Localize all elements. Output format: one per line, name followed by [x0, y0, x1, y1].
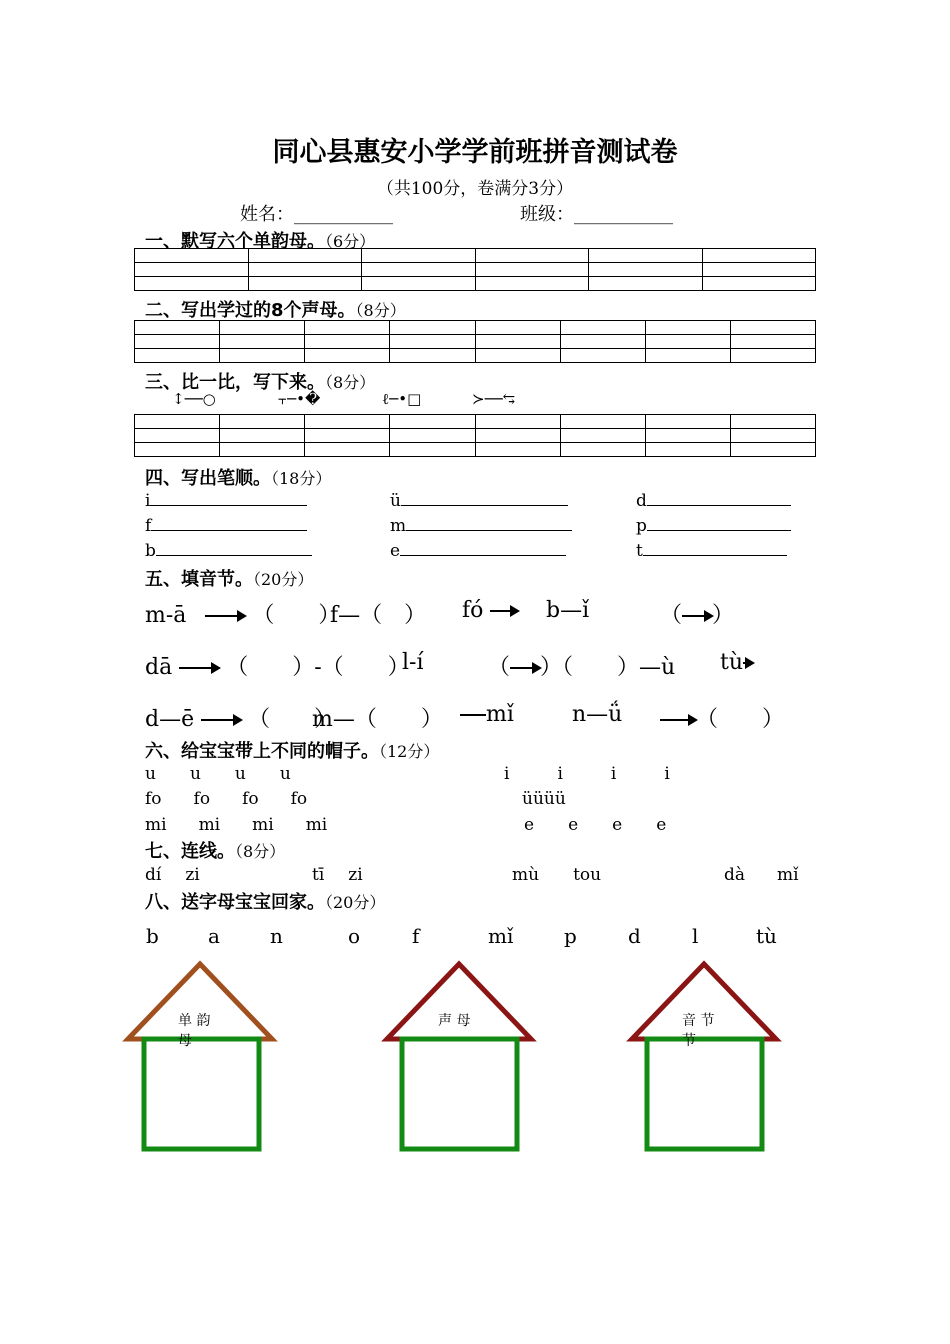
hat-item[interactable]: u: [234, 764, 246, 784]
syllable-text: m-ā: [145, 603, 187, 628]
answer-blank[interactable]: （: [488, 655, 511, 680]
fill-item: n—ǘ: [572, 702, 623, 727]
arrow-icon: [490, 610, 518, 612]
arrow-icon: [205, 615, 245, 617]
fill-item[interactable]: [660, 598, 734, 629]
letter-d[interactable]: d: [628, 924, 641, 948]
letter-mi[interactable]: mǐ: [488, 924, 514, 948]
compare-writing-grid[interactable]: [134, 414, 816, 457]
answer-blank[interactable]: （ ）: [696, 707, 785, 732]
stroke-letter: p: [636, 516, 647, 536]
line-icon: [460, 714, 486, 716]
link-syllable: mù: [512, 865, 540, 885]
stroke-blank[interactable]: [400, 540, 566, 556]
class-field: [520, 200, 673, 226]
section-4-title: [145, 464, 331, 490]
house-syllables[interactable]: [632, 964, 776, 1149]
link-syllable: dí: [145, 865, 162, 885]
fill-row-2: [145, 650, 410, 681]
stroke-item[interactable]: [390, 490, 568, 511]
fill-item: l-í: [402, 650, 424, 675]
section-3-heading: 三、比一比，写下来。: [145, 372, 325, 393]
class-label: 班级：: [520, 204, 574, 225]
letter-l[interactable]: l: [692, 924, 699, 948]
hat-item[interactable]: i: [664, 764, 670, 784]
stroke-letter: b: [145, 541, 156, 561]
answer-blank[interactable]: （: [660, 603, 683, 628]
section-5-heading: 五、填音节。: [145, 569, 253, 590]
answer-blank[interactable]: ）（ ）—ù: [540, 655, 676, 680]
link-word[interactable]: [145, 865, 200, 885]
stroke-item[interactable]: [390, 540, 566, 561]
stroke-letter: ü: [390, 491, 401, 511]
section-7-points: （8分）: [235, 842, 286, 861]
answer-blank[interactable]: （ ）: [248, 707, 337, 732]
hat-row-e: [524, 815, 666, 835]
fill-row-3: [145, 702, 336, 733]
stroke-item[interactable]: [636, 515, 791, 536]
stroke-blank[interactable]: [647, 515, 791, 531]
house-body[interactable]: [647, 1039, 762, 1149]
hat-item[interactable]: e: [568, 815, 579, 835]
section-2-points: （8分）: [355, 301, 406, 320]
hat-item[interactable]: fo: [193, 789, 211, 809]
link-syllable: zi: [348, 865, 363, 885]
hat-row-uuu[interactable]: üüüü: [522, 789, 566, 809]
house-consonants[interactable]: [387, 964, 531, 1149]
letter-a[interactable]: a: [208, 924, 220, 948]
house-vowels[interactable]: [128, 964, 272, 1149]
house-label-syllables: 音 节 节: [682, 1013, 715, 1049]
stroke-item[interactable]: [145, 515, 307, 536]
link-syllable: tī: [312, 865, 325, 885]
hat-item[interactable]: e: [524, 815, 535, 835]
hat-item[interactable]: mi: [252, 815, 274, 835]
section-5-points: （20分）: [253, 570, 314, 589]
hat-item[interactable]: fo: [242, 789, 259, 809]
compare-symbol: ↕──○: [172, 390, 216, 408]
section-8-title: [145, 888, 385, 914]
letter-o[interactable]: o: [348, 924, 361, 948]
section-6-title: [145, 737, 439, 763]
fill-item[interactable]: [488, 650, 675, 681]
fill-item[interactable]: m—（ ）: [312, 707, 443, 732]
houses-drawing: [0, 950, 950, 1160]
class-blank[interactable]: ___________: [574, 204, 673, 225]
section-8-heading: 八、送字母宝宝回家。: [145, 892, 325, 913]
hat-item[interactable]: mi: [305, 815, 328, 835]
link-word[interactable]: [724, 865, 799, 885]
fill-item: [460, 702, 514, 727]
fill-row-1: [145, 598, 340, 629]
hat-item[interactable]: fo: [290, 789, 308, 809]
compare-symbol: ℓ─•□: [382, 390, 422, 408]
stroke-blank[interactable]: [406, 515, 572, 531]
hat-item[interactable]: e: [656, 815, 667, 835]
arrow-icon: [682, 615, 712, 617]
section-4-heading: 四、写出笔顺。: [145, 468, 271, 489]
hat-item[interactable]: e: [612, 815, 623, 835]
consonant-writing-grid[interactable]: [134, 320, 816, 363]
hat-item[interactable]: i: [504, 764, 510, 784]
hat-row-fo: [145, 789, 307, 809]
syllable-text: dā: [145, 655, 173, 680]
syllable-text: fó: [462, 598, 484, 623]
compare-symbol: ≻──⥃: [472, 390, 516, 408]
letter-f[interactable]: f: [412, 924, 420, 948]
hat-item[interactable]: u: [189, 764, 201, 784]
house-body[interactable]: [402, 1039, 517, 1149]
link-word[interactable]: [512, 865, 601, 885]
stroke-blank[interactable]: [150, 490, 307, 506]
section-7-heading: 七、连线。: [145, 841, 235, 862]
name-label: 姓名：: [240, 204, 294, 225]
answer-blank[interactable]: （ ）-（ ）: [226, 655, 410, 680]
letter-b[interactable]: b: [146, 924, 159, 948]
stroke-blank[interactable]: [643, 540, 787, 556]
page-title: 同心县惠安小学学前班拼音测试卷: [272, 137, 678, 168]
arrow-icon: [660, 719, 696, 721]
page-subtitle: （共100分，卷满分3分）: [376, 179, 574, 199]
arrow-icon: [201, 719, 241, 721]
arrow-icon: [510, 667, 540, 669]
hat-item[interactable]: i: [610, 764, 617, 784]
hat-item[interactable]: mi: [198, 815, 221, 835]
letter-p[interactable]: p: [564, 924, 577, 948]
link-syllable: zi: [185, 865, 200, 885]
stroke-letter: e: [390, 541, 401, 561]
arrow-icon: [743, 662, 753, 664]
stroke-item[interactable]: [390, 515, 572, 536]
stroke-blank[interactable]: [156, 540, 312, 556]
fill-item[interactable]: f—（ ）: [330, 603, 427, 628]
compare-symbol: ⫟─•�: [278, 390, 321, 408]
name-blank[interactable]: ___________: [294, 204, 393, 225]
stroke-item[interactable]: [145, 540, 312, 561]
stroke-letter: f: [145, 516, 152, 536]
stroke-blank[interactable]: [151, 515, 307, 531]
stroke-letter: t: [636, 541, 643, 561]
house-label-vowels: 单 韵 母: [178, 1013, 211, 1049]
stroke-letter: m: [390, 516, 407, 536]
section-6-heading: 六、给宝宝带上不同的帽子。: [145, 741, 379, 762]
hat-row-u: [145, 764, 291, 784]
letter-tu[interactable]: tù: [756, 924, 777, 948]
hat-item[interactable]: mi: [145, 815, 167, 835]
section-1-points: （6分）: [325, 232, 376, 251]
syllable-text: d—ē: [145, 707, 195, 732]
stroke-item[interactable]: [636, 540, 787, 561]
section-4-points: （18分）: [271, 469, 332, 488]
hat-item[interactable]: u: [145, 764, 156, 784]
hat-item[interactable]: fo: [145, 789, 162, 809]
house-body[interactable]: [144, 1039, 259, 1149]
link-syllable: tou: [573, 865, 602, 885]
section-3-points: （8分）: [325, 373, 376, 392]
hat-item[interactable]: u: [279, 764, 291, 784]
section-7-title: [145, 837, 285, 863]
stroke-blank[interactable]: [647, 490, 791, 506]
answer-blank[interactable]: （ ）: [252, 603, 341, 628]
syllable-text: mǐ: [486, 702, 514, 727]
section-2-title: [145, 296, 406, 322]
link-word[interactable]: [312, 865, 363, 885]
hat-item[interactable]: i: [557, 764, 563, 784]
answer-blank-close: ）: [712, 603, 735, 628]
stroke-blank[interactable]: [401, 490, 568, 506]
stroke-item[interactable]: [636, 490, 791, 511]
hat-row-mi: [145, 815, 327, 835]
vowel-writing-grid[interactable]: [134, 248, 816, 291]
link-syllable: mǐ: [777, 865, 799, 885]
fill-item[interactable]: [660, 702, 784, 733]
letter-n[interactable]: n: [270, 924, 283, 948]
name-field: [240, 200, 393, 226]
house-label-consonants: 声 母: [438, 1013, 471, 1029]
link-syllable: dà: [724, 865, 746, 885]
hat-row-i: [504, 764, 670, 784]
syllable-text: tù: [720, 650, 744, 675]
arrow-icon: [179, 667, 219, 669]
fill-item: [720, 650, 753, 675]
section-1-heading: 一、默写六个单韵母。: [145, 231, 325, 252]
stroke-letter: i: [145, 491, 151, 511]
stroke-letter: d: [636, 491, 647, 511]
section-2-heading: 二、写出学过的8个声母。: [145, 300, 356, 321]
section-5-title: [145, 565, 313, 591]
fill-item: b—ǐ: [546, 598, 590, 623]
section-8-points: （20分）: [325, 893, 386, 912]
section-6-points: （12分）: [379, 742, 440, 761]
stroke-item[interactable]: [145, 490, 307, 511]
fill-item: [462, 598, 518, 623]
